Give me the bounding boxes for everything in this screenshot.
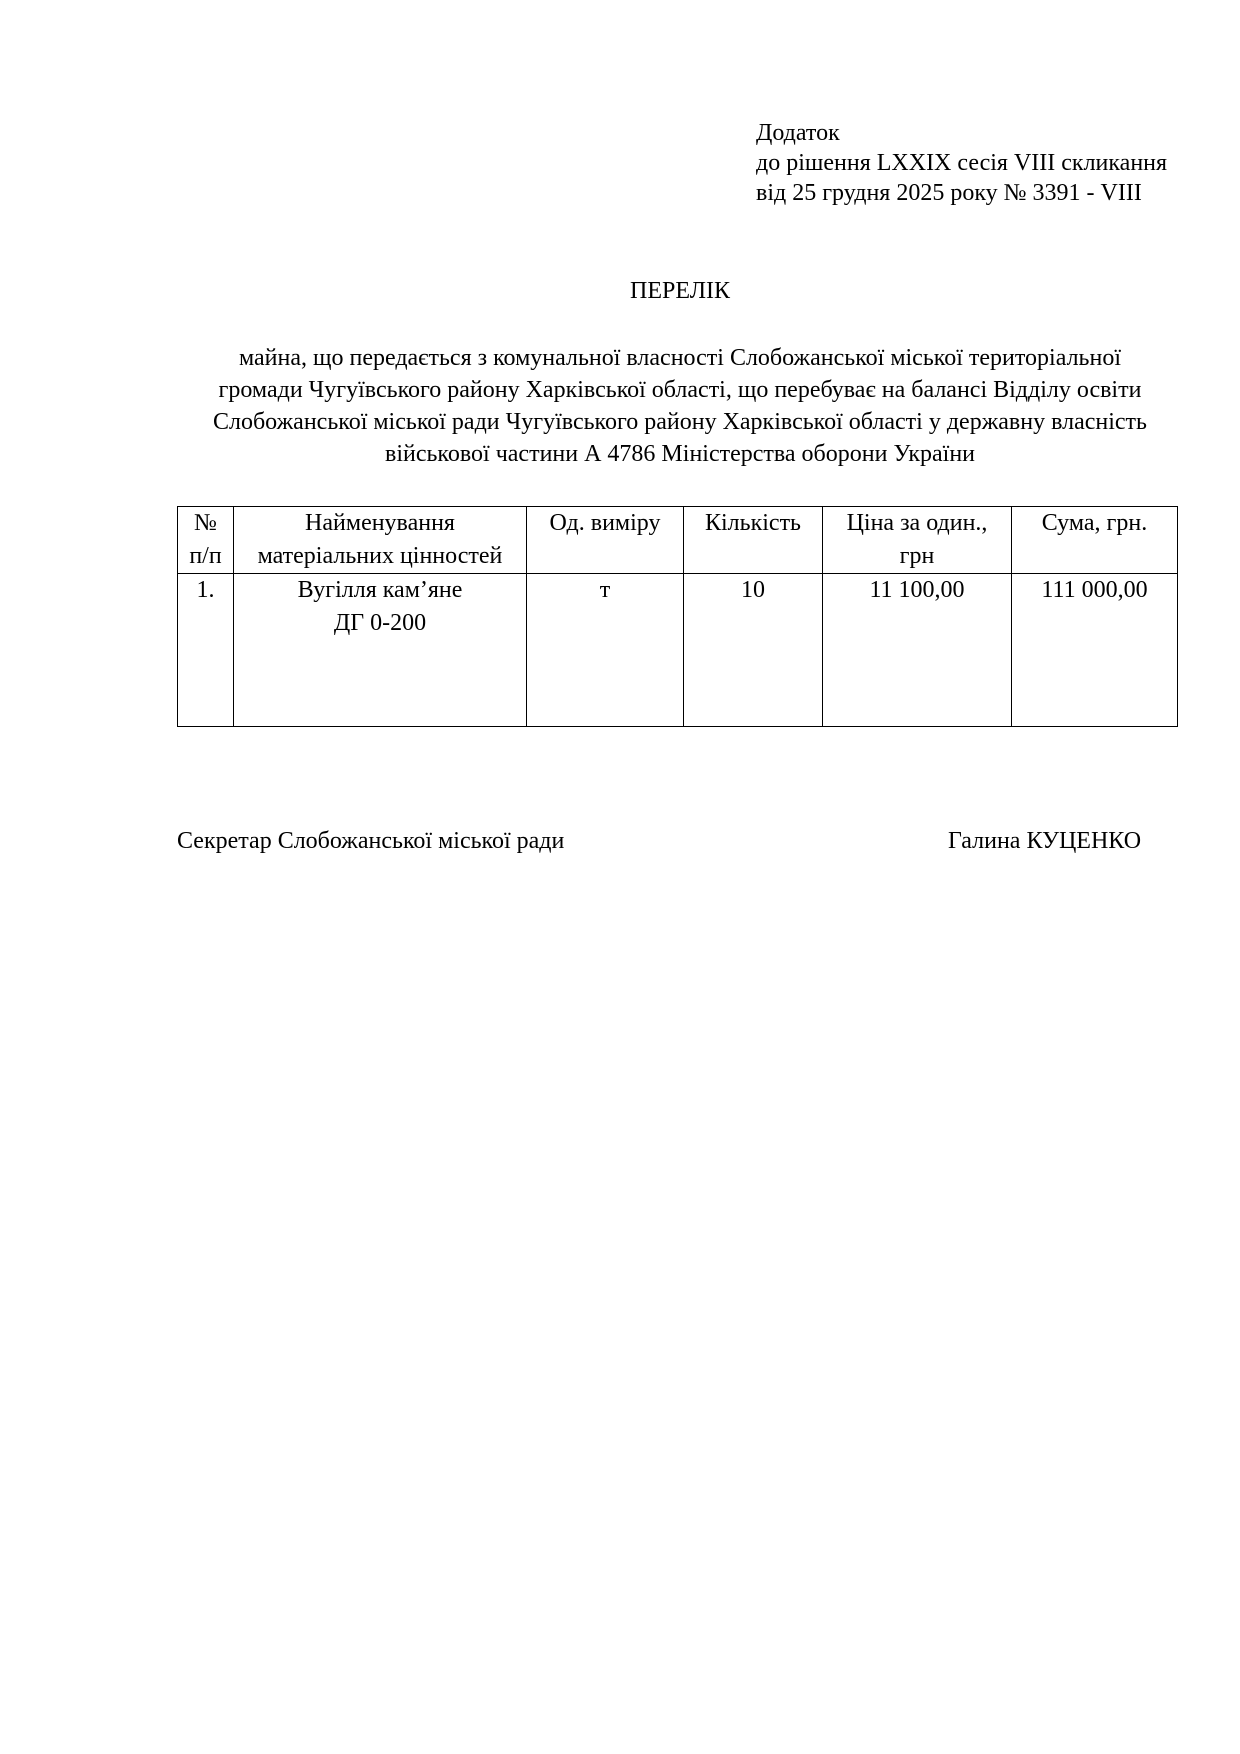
document-subtitle — [170, 342, 1190, 470]
cell-name-line1: Вугілля кам’яне — [297, 577, 463, 603]
cell-name — [234, 574, 527, 727]
header-sum: Сума, грн. — [1012, 507, 1178, 574]
cell-name-line2: ДГ 0-200 — [333, 610, 427, 636]
cell-quantity: 10 — [684, 574, 823, 727]
header-unit: Од. виміру — [527, 507, 684, 574]
header-name — [234, 507, 527, 574]
subtitle-line: майна, що передається з комунальної власності Слобожанської міської територіальної — [238, 345, 1122, 371]
annex-date-number: від 25 грудня 2025 року № 3391 - VIII — [756, 180, 1142, 206]
property-table — [177, 506, 1178, 727]
subtitle-line: громади Чугуївського району Харківської області, що перебуває на балансі Відділу освіти — [218, 377, 1142, 403]
table-row — [178, 574, 1178, 727]
header-quantity: Кількість — [684, 507, 823, 574]
signature-position: Секретар Слобожанської міської ради — [177, 828, 565, 854]
subtitle-line: Слобожанської міської ради Чугуївського району Харківської області у державну власність — [212, 409, 1147, 435]
header-number-line1: № — [194, 510, 217, 536]
header-name-line2: матеріальних цінностей — [257, 543, 503, 569]
cell-price: 11 100,00 — [823, 574, 1012, 727]
cell-number: 1. — [178, 574, 234, 727]
header-number — [178, 507, 234, 574]
header-price-line1: Ціна за один., — [846, 510, 988, 536]
cell-unit: т — [527, 574, 684, 727]
header-number-line2: п/п — [189, 543, 222, 569]
subtitle-line: військової частини А 4786 Міністерства оборони України — [384, 441, 975, 467]
signature-name: Галина КУЦЕНКО — [948, 828, 1142, 854]
header-price-line2: грн — [899, 543, 935, 569]
cell-sum: 111 000,00 — [1012, 574, 1178, 727]
annex-block — [756, 118, 1167, 208]
document-title: ПЕРЕЛІК — [630, 278, 730, 304]
annex-decision: до рішення LXXIX сесія VIII скликання — [756, 150, 1168, 176]
table-header-row — [178, 507, 1178, 574]
annex-label: Додаток — [756, 120, 840, 146]
header-price — [823, 507, 1012, 574]
header-name-line1: Найменування — [305, 510, 455, 536]
